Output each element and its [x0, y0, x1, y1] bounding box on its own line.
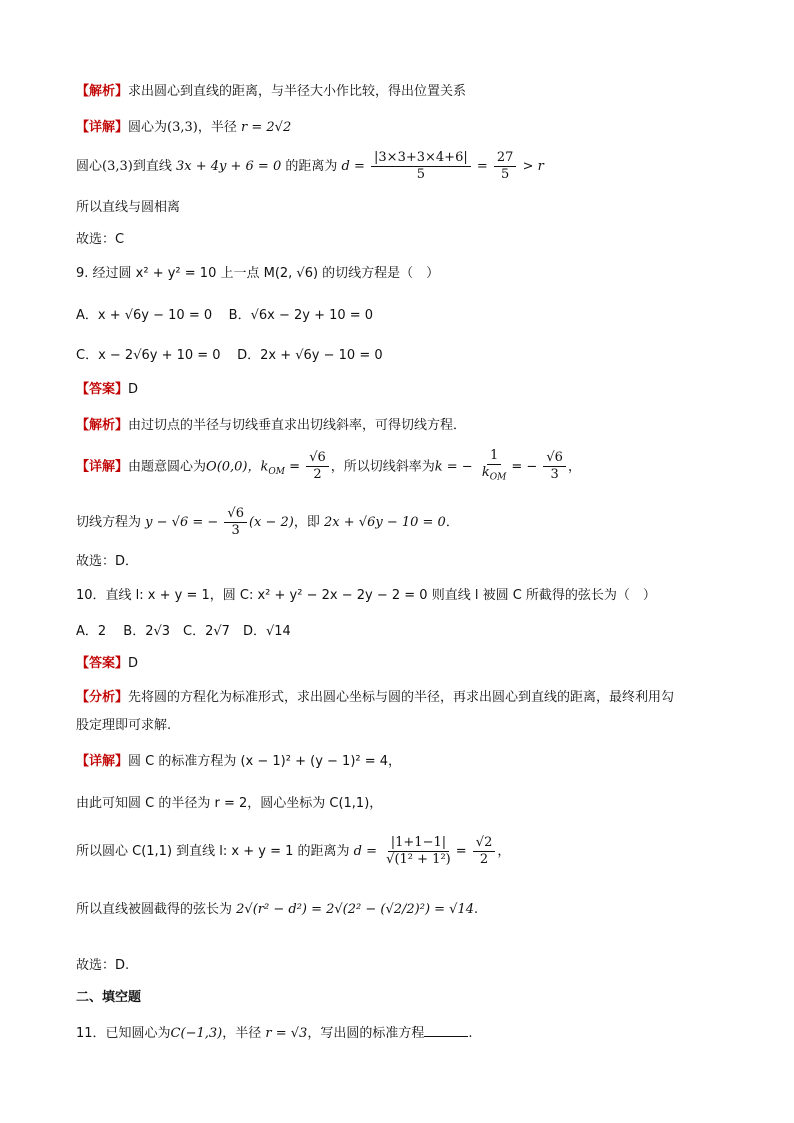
q8-choice: 故选：C: [76, 232, 125, 247]
q10-analysis-line-2: 股定理即可求解.: [76, 718, 172, 733]
q9-option-a: A．x + √6y − 10 = 0: [76, 308, 213, 323]
q9-answer: D: [128, 382, 139, 397]
q8-analysis-text: 求出圆心到直线的距离，与半径大小作比较，得出位置关系: [128, 84, 467, 99]
q10-stem: 10．直线 l: x + y = 1，圆 C: x² + y² − 2x − 2y − 2 = 0 则直线 l 被圆 C 所截得的弦长为（ ）: [76, 588, 656, 603]
q10-options: A．2 B．2√3 C．2√7 D．√14: [76, 624, 291, 639]
q10-analysis-line-1: 【分析】先将圆的方程化为标准形式，求出圆心坐标与圆的半径，再求出圆心到直线的距离，最终利用勾: [76, 690, 675, 705]
q8-analysis-line: [76, 82, 466, 102]
q9-tangent-line: 切线方程为 y − √6 = − $\frac{√6}{3}$ (x − 2)，即 2x + √6y − 10 = 0．: [76, 506, 459, 538]
q9-analysis-line: 【解析】由过切点的半径与切线垂直求出切线斜率，可得切线方程．: [76, 418, 467, 433]
q9-answer-line: 【答案】D: [76, 382, 139, 397]
q10-detail-3: 所以圆心 C(1,1) 到直线 l: x + y = 1 的距离为 d = $\frac{|1+1-1|}{\text{√(1² + 1²)}}$ = $\frac{√2}{2}$ ，: [76, 835, 511, 867]
q10-answer: D: [128, 656, 139, 671]
q10-choice: 故选：D.: [76, 958, 130, 973]
q9-option-d: D．2x + √6y − 10 = 0: [237, 348, 383, 363]
q9-option-b: B．√6x − 2y + 10 = 0: [228, 308, 374, 323]
q10-detail-4: 所以直线被圆截得的弦长为 2√(r² − d²) = 2√(2² − (√2/2)²) = √14.: [76, 902, 479, 917]
answer-blank[interactable]: [424, 1024, 468, 1037]
q9-options-ab: [76, 306, 373, 326]
q8-result-fraction: $\frac{27}{5}$: [494, 150, 517, 183]
q9-detail-line: 【详解】由题意圆心为O(0,0)，$k_{OM}$ = $\frac{√6}{2}$ ，所以切线斜率为k = − $\frac{1}{k_{OM}}$ = − $\frac{√6}{3}$ ，: [76, 448, 581, 483]
detail-tag: 【详解】: [76, 120, 129, 135]
q8-conclusion: 所以直线与圆相离: [76, 200, 181, 215]
q9-option-c: C．x − 2√6y + 10 = 0: [76, 348, 221, 363]
q8-distance-line: 圆心(3,3)到直线 3x + 4y + 6 = 0 的距离为 d = $\frac{|3\times 3+3\times 4+6|}{5}$ = $\frac{27}{5}$ > r: [76, 150, 544, 182]
q8-detail-line: 【详解】圆心为(3,3)，半径 r = 2√2: [76, 120, 292, 135]
q10-answer-line: 【答案】D: [76, 656, 139, 671]
q8-distance-fraction: $\frac{|3\times 3+3\times 4+6|}{5}$: [371, 150, 471, 183]
q9-stem: 9. 经过圆 x² + y² = 10 上一点 M(2, √6) 的切线方程是（ ）: [76, 266, 440, 281]
q10-detail-1: 【详解】圆 C 的标准方程为 (x − 1)² + (y − 1)² = 4，: [76, 754, 402, 769]
q9-options-cd: [76, 346, 383, 366]
q10-detail-2: 由此可知圆 C 的半径为 r = 2，圆心坐标为 C(1,1)，: [76, 796, 383, 811]
q9-choice: 故选：D．: [76, 554, 139, 569]
analysis-tag: 【解析】: [76, 84, 129, 99]
q11-stem: 11．已知圆心为C(−1,3)，半径 r = √3，写出圆的标准方程 .: [76, 1026, 473, 1041]
section-title: 二、填空题: [76, 990, 142, 1005]
q8-radius: r = 2√2: [241, 120, 292, 135]
